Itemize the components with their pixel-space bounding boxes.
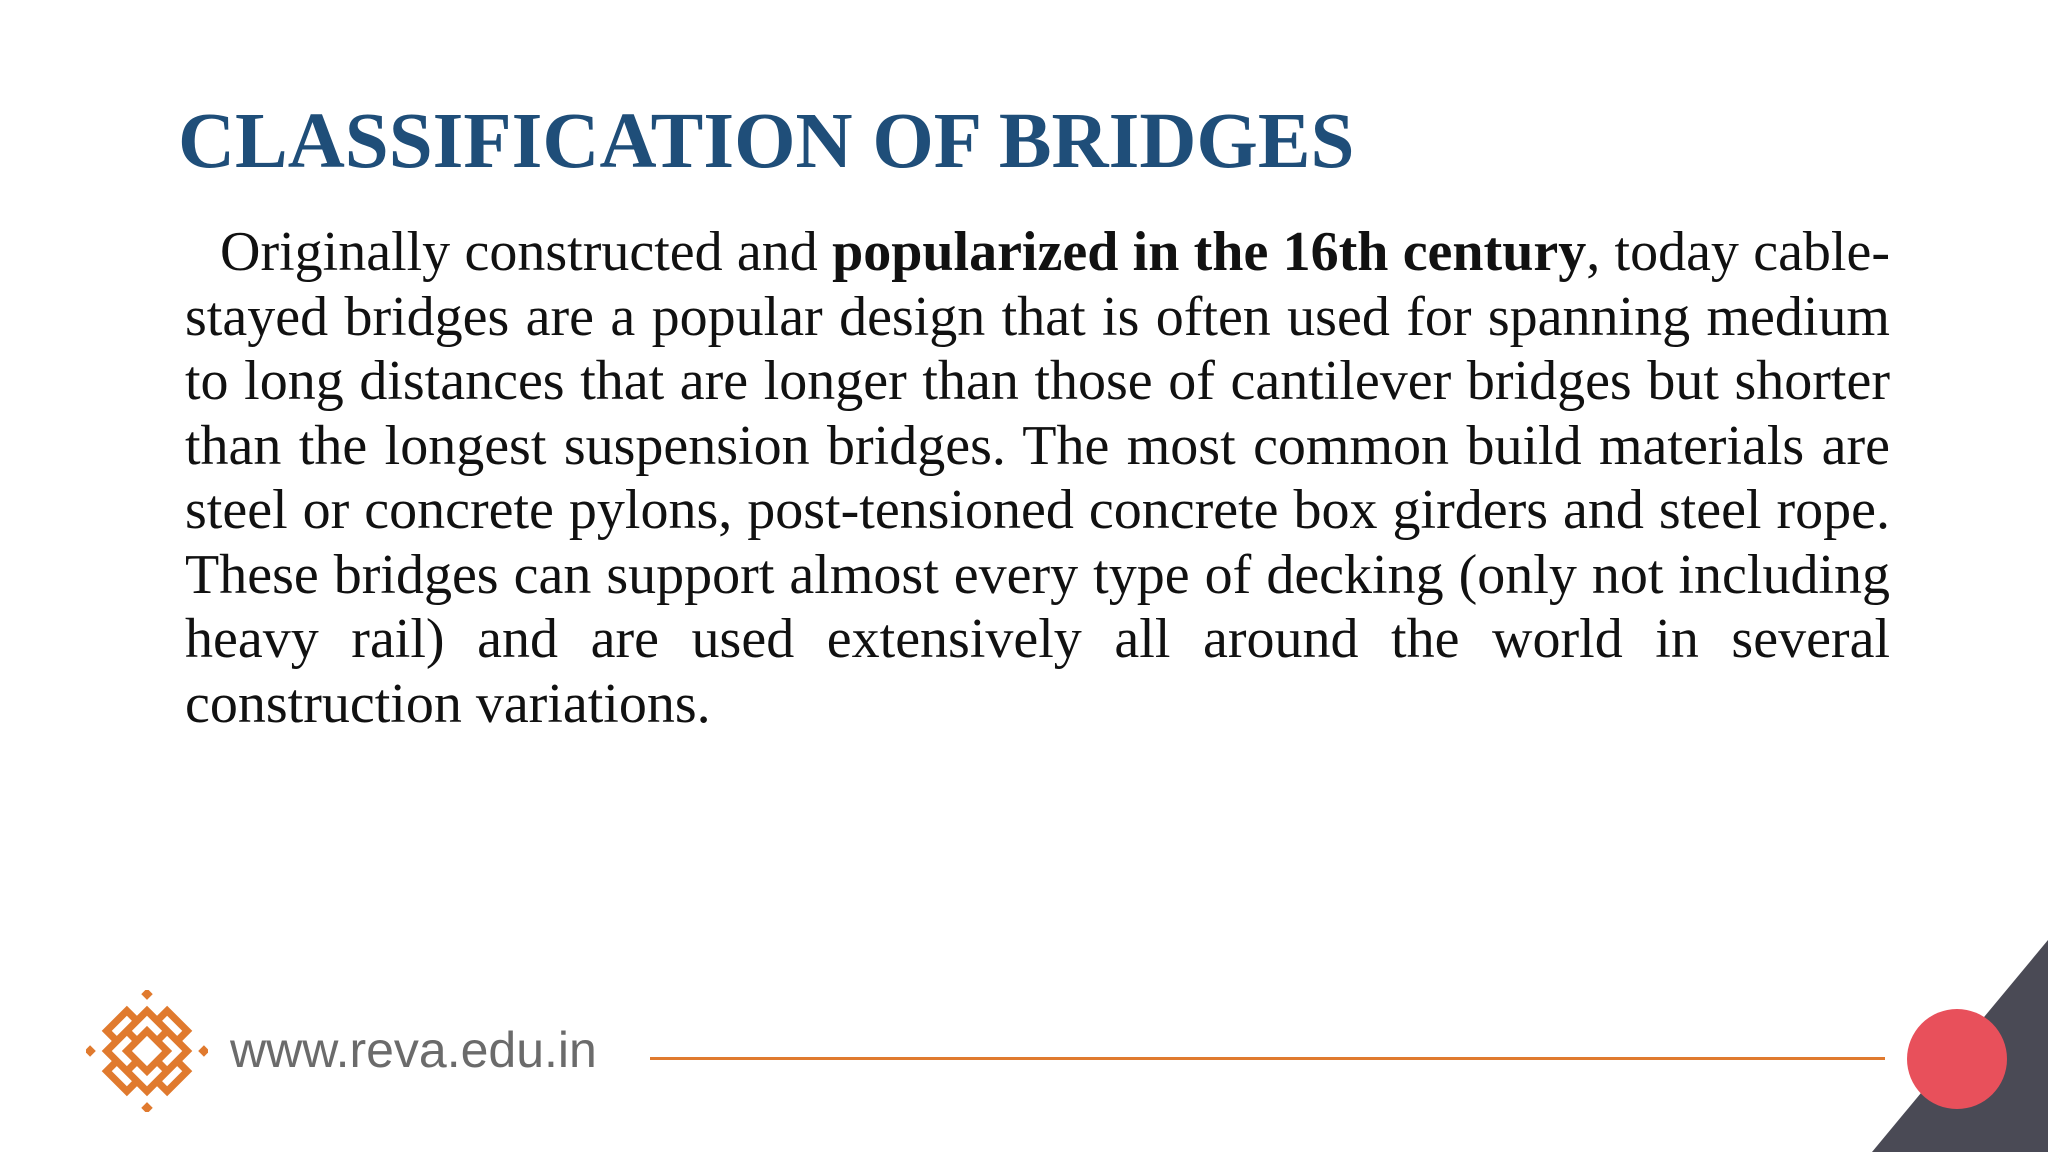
body-rest-text: , today cable-stayed bridges are a popular design that is often used for spanning medium to long distances that are longer than those of cantilever bridges but shorter than the longest suspension bridges. The most common build materials are steel or concrete pylons, post-tensioned concrete box girders and steel rope. These bridges can support almost every type of decking (only not including heavy rail) and are used extensively all around the world in several construction variations. (185, 221, 1890, 735)
body-emphasis-text: popularized in the 16th century (832, 221, 1587, 283)
footer-divider-line (650, 1057, 1885, 1060)
slide-title: CLASSIFICATION OF BRIDGES (178, 98, 1355, 185)
slide-body-paragraph (185, 220, 1890, 736)
reva-knot-logo-icon (86, 990, 208, 1112)
corner-dark-triangle (1872, 940, 2048, 1152)
footer-website-link[interactable]: www.reva.edu.in (230, 1022, 597, 1078)
body-intro-text: Originally constructed and (220, 221, 833, 283)
corner-red-circle (1907, 1009, 2007, 1109)
